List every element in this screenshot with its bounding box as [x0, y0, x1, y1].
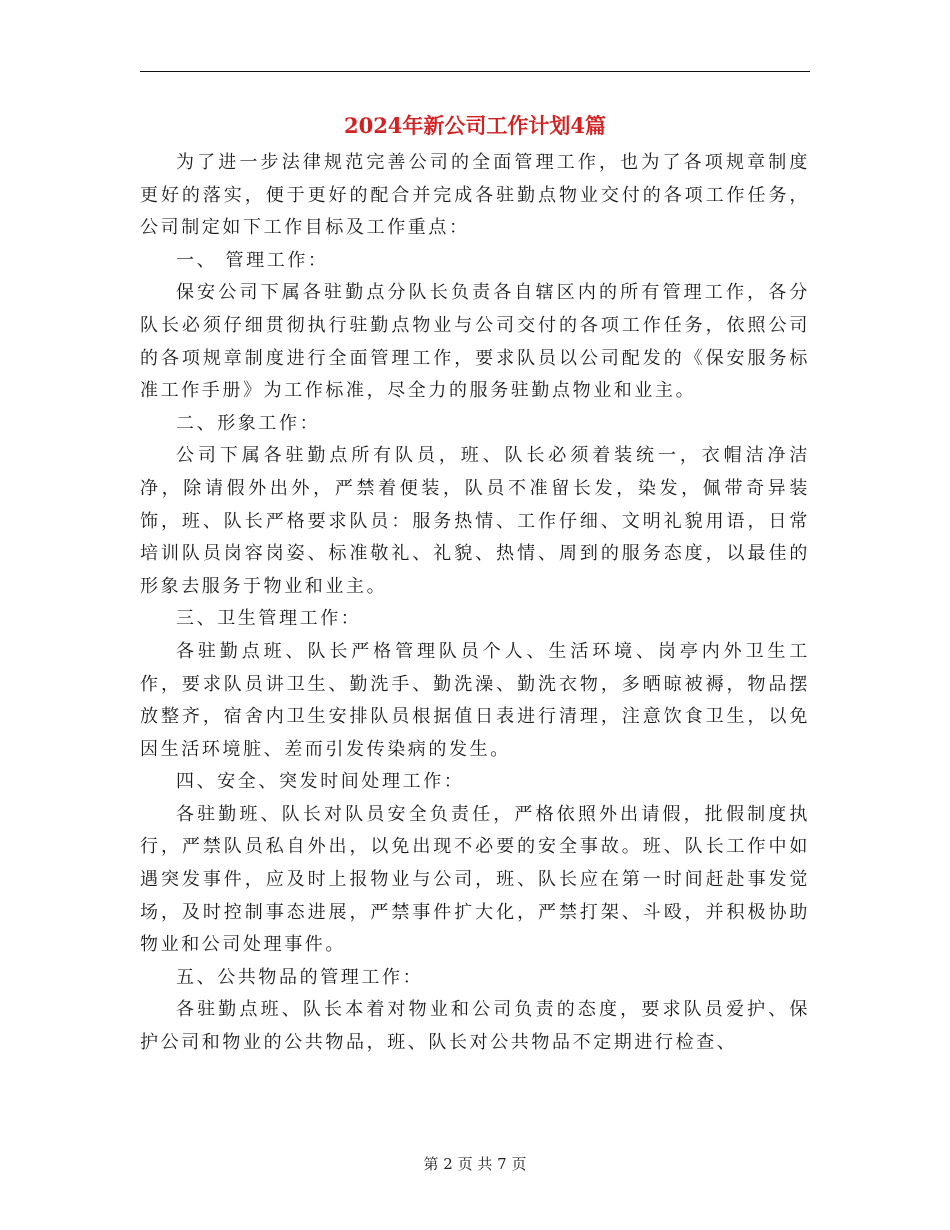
section-body-image: 公司下属各驻勤点所有队员，班、队长必须着装统一，衣帽洁净洁净，除请假外出外，严禁着便装，队员不准留长发，染发，佩带奇异装饰，班、队长严格要求队员：服务热情、工作仔细、文明礼貌用语，日常培训队员岗容岗姿、标准敬礼、礼貌、热情、周到的服务态度，以最佳的形象去服务于物业和业主。 — [140, 445, 810, 597]
section-heading-public-property: 五、公共物品的管理工作： — [176, 966, 424, 988]
document-title: 2024年新公司工作计划4篇 — [343, 113, 607, 138]
section-body-public-property: 各驻勤点班、队长本着对物业和公司负责的态度，要求队员爱护、保护公司和物业的公共物品，班、队长对公共物品不定期进行检查、 — [140, 999, 810, 1054]
document-body — [140, 147, 810, 1060]
header-rule — [140, 71, 810, 72]
section-body-management: 保安公司下属各驻勤点分队长负责各自辖区内的所有管理工作，各分队长必须仔细贯彻执行驻勤点物业与公司交付的各项工作任务，依照公司的各项规章制度进行全面管理工作，要求队员以公司配发的《保安服务标准工作手册》为工作标准，尽全力的服务驻勤点物业和业主。 — [140, 282, 810, 402]
section-body-hygiene: 各驻勤点班、队长严格管理队员个人、生活环境、岗亭内外卫生工作，要求队员讲卫生、勤洗手、勤洗澡、勤洗衣物，多晒晾被褥，物品摆放整齐，宿舍内卫生安排队员根据值日表进行清理，注意饮食卫生，以免因生活环境脏、差而引发传染病的发生。 — [140, 640, 810, 760]
section-heading-management: 一、 管理工作： — [176, 249, 329, 271]
section-heading-image: 二、形象工作： — [176, 412, 321, 434]
section-heading-safety: 四、安全、突发时间处理工作： — [176, 771, 465, 793]
section-heading-hygiene: 三、卫生管理工作： — [176, 608, 362, 630]
intro-paragraph: 为了进一步法律规范完善公司的全面管理工作，也为了各项规章制度更好的落实，便于更好的配合并完成各驻勤点物业交付的各项工作任务，公司制定如下工作目标及工作重点： — [140, 152, 810, 239]
page-number-footer: 第 2 页 共 7 页 — [423, 1155, 527, 1173]
section-body-safety: 各驻勤班、队长对队员安全负责任，严格依照外出请假，批假制度执行，严禁队员私自外出，以免出现不必要的安全事故。班、队长工作中如遇突发事件，应及时上报物业与公司，班、队长应在第一时间赶赴事发觉场，及时控制事态进展，严禁事件扩大化，严禁打架、斗殴，并积极协助物业和公司处理事件。 — [140, 803, 810, 956]
